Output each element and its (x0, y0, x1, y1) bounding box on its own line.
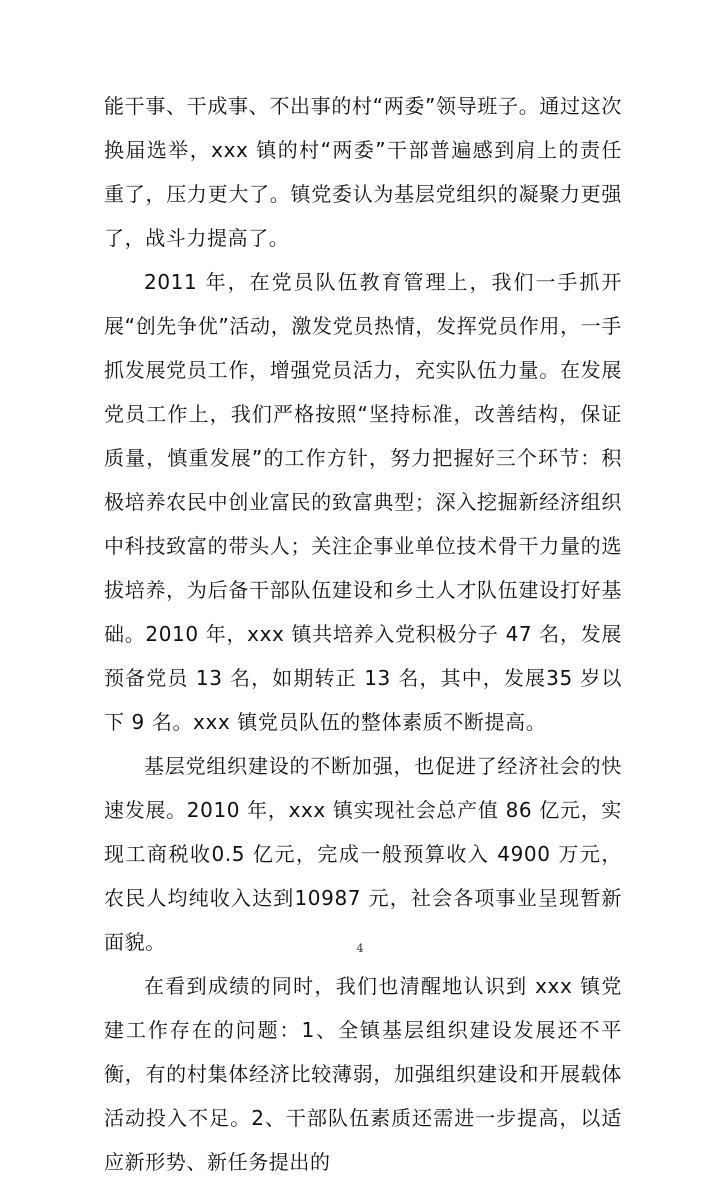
document-body (104, 84, 622, 1184)
paragraph-2-line: 土人才队伍建设打好基础。2010 年，xxx 镇共培养入党积极分 (104, 578, 622, 646)
paragraph-2-line: 2011 年，在党员队伍教育管理上，我们一手抓开展“创先 (104, 270, 622, 338)
paragraph-2-line: 35 岁以下 9 名。xxx 镇党员队伍的整体素质不断提高。 (104, 666, 622, 734)
paragraph-2-line: 工作方针，努力把握好三个环节：积极培养农民中创业富民的 (104, 446, 622, 514)
page-number: 4 (356, 942, 364, 955)
paragraph-4-line: 在看到成绩的同时，我们也清醒地认识到 xxx 镇党建工作 (104, 974, 622, 1042)
paragraph-1-line: 届选举，xxx 镇的村“两委”干部普遍感到肩上的责任重了， (104, 138, 622, 206)
paragraph-1 (104, 84, 622, 260)
paragraph-4-line: 体经济比较薄弱，加强组织建设和开展载体活动投入不足。2、 (104, 1062, 622, 1130)
paragraph-1-line: 压力更大了。镇党委认为基层党组织的凝聚力更强了，战斗力 (104, 182, 622, 250)
paragraph-4-line: 存在的问题：1、全镇基层组织建设发展还不平衡，有的村集 (104, 1018, 622, 1086)
paragraph-1-line: 提高了。 (207, 226, 290, 250)
paragraph-2-line: 争优”活动，激发党员热情，发挥党员作用，一手抓发展党员 (104, 314, 622, 382)
paragraph-2 (104, 260, 622, 744)
paragraph-3-line: 10987 元，社会各项事业呈现暂新面貌。 (104, 886, 622, 954)
paragraph-2-line: 致富典型；深入挖掘新经济组织中科技致富的带头人；关注企 (104, 490, 622, 558)
paragraph-3 (104, 744, 622, 964)
paragraph-3-line: 基层党组织建设的不断加强，也促进了经济社会的快速发 (104, 754, 622, 822)
paragraph-1-line: 能干事、干成事、不出事的村“两委”领导班子。通过这次换 (104, 94, 622, 162)
paragraph-2-line: 事业单位技术骨干力量的选拔培养，为后备干部队伍建设和乡 (104, 534, 622, 602)
paragraph-4 (104, 964, 622, 1184)
paragraph-2-line: 们严格按照“坚持标准，改善结构，保证质量，慎重发展”的 (104, 402, 622, 470)
paragraph-2-line: 工作，增强党员活力，充实队伍力量。在发展党员工作上，我 (104, 358, 622, 426)
paragraph-4-line: 干部队伍素质还需进一步提高，以适应新形势、新任务提出的 (104, 1106, 622, 1174)
paragraph-3-line: 0.5 亿元，完成一般预算收入 4900 万元，农民人均纯收入达到 (104, 842, 622, 910)
paragraph-3-line: 展。2010 年，xxx 镇实现社会总产值 86 亿元，实现工商税收 (104, 798, 622, 866)
paragraph-2-line: 子 47 名，发展预备党员 13 名，如期转正 13 名，其中，发展 (104, 622, 622, 690)
